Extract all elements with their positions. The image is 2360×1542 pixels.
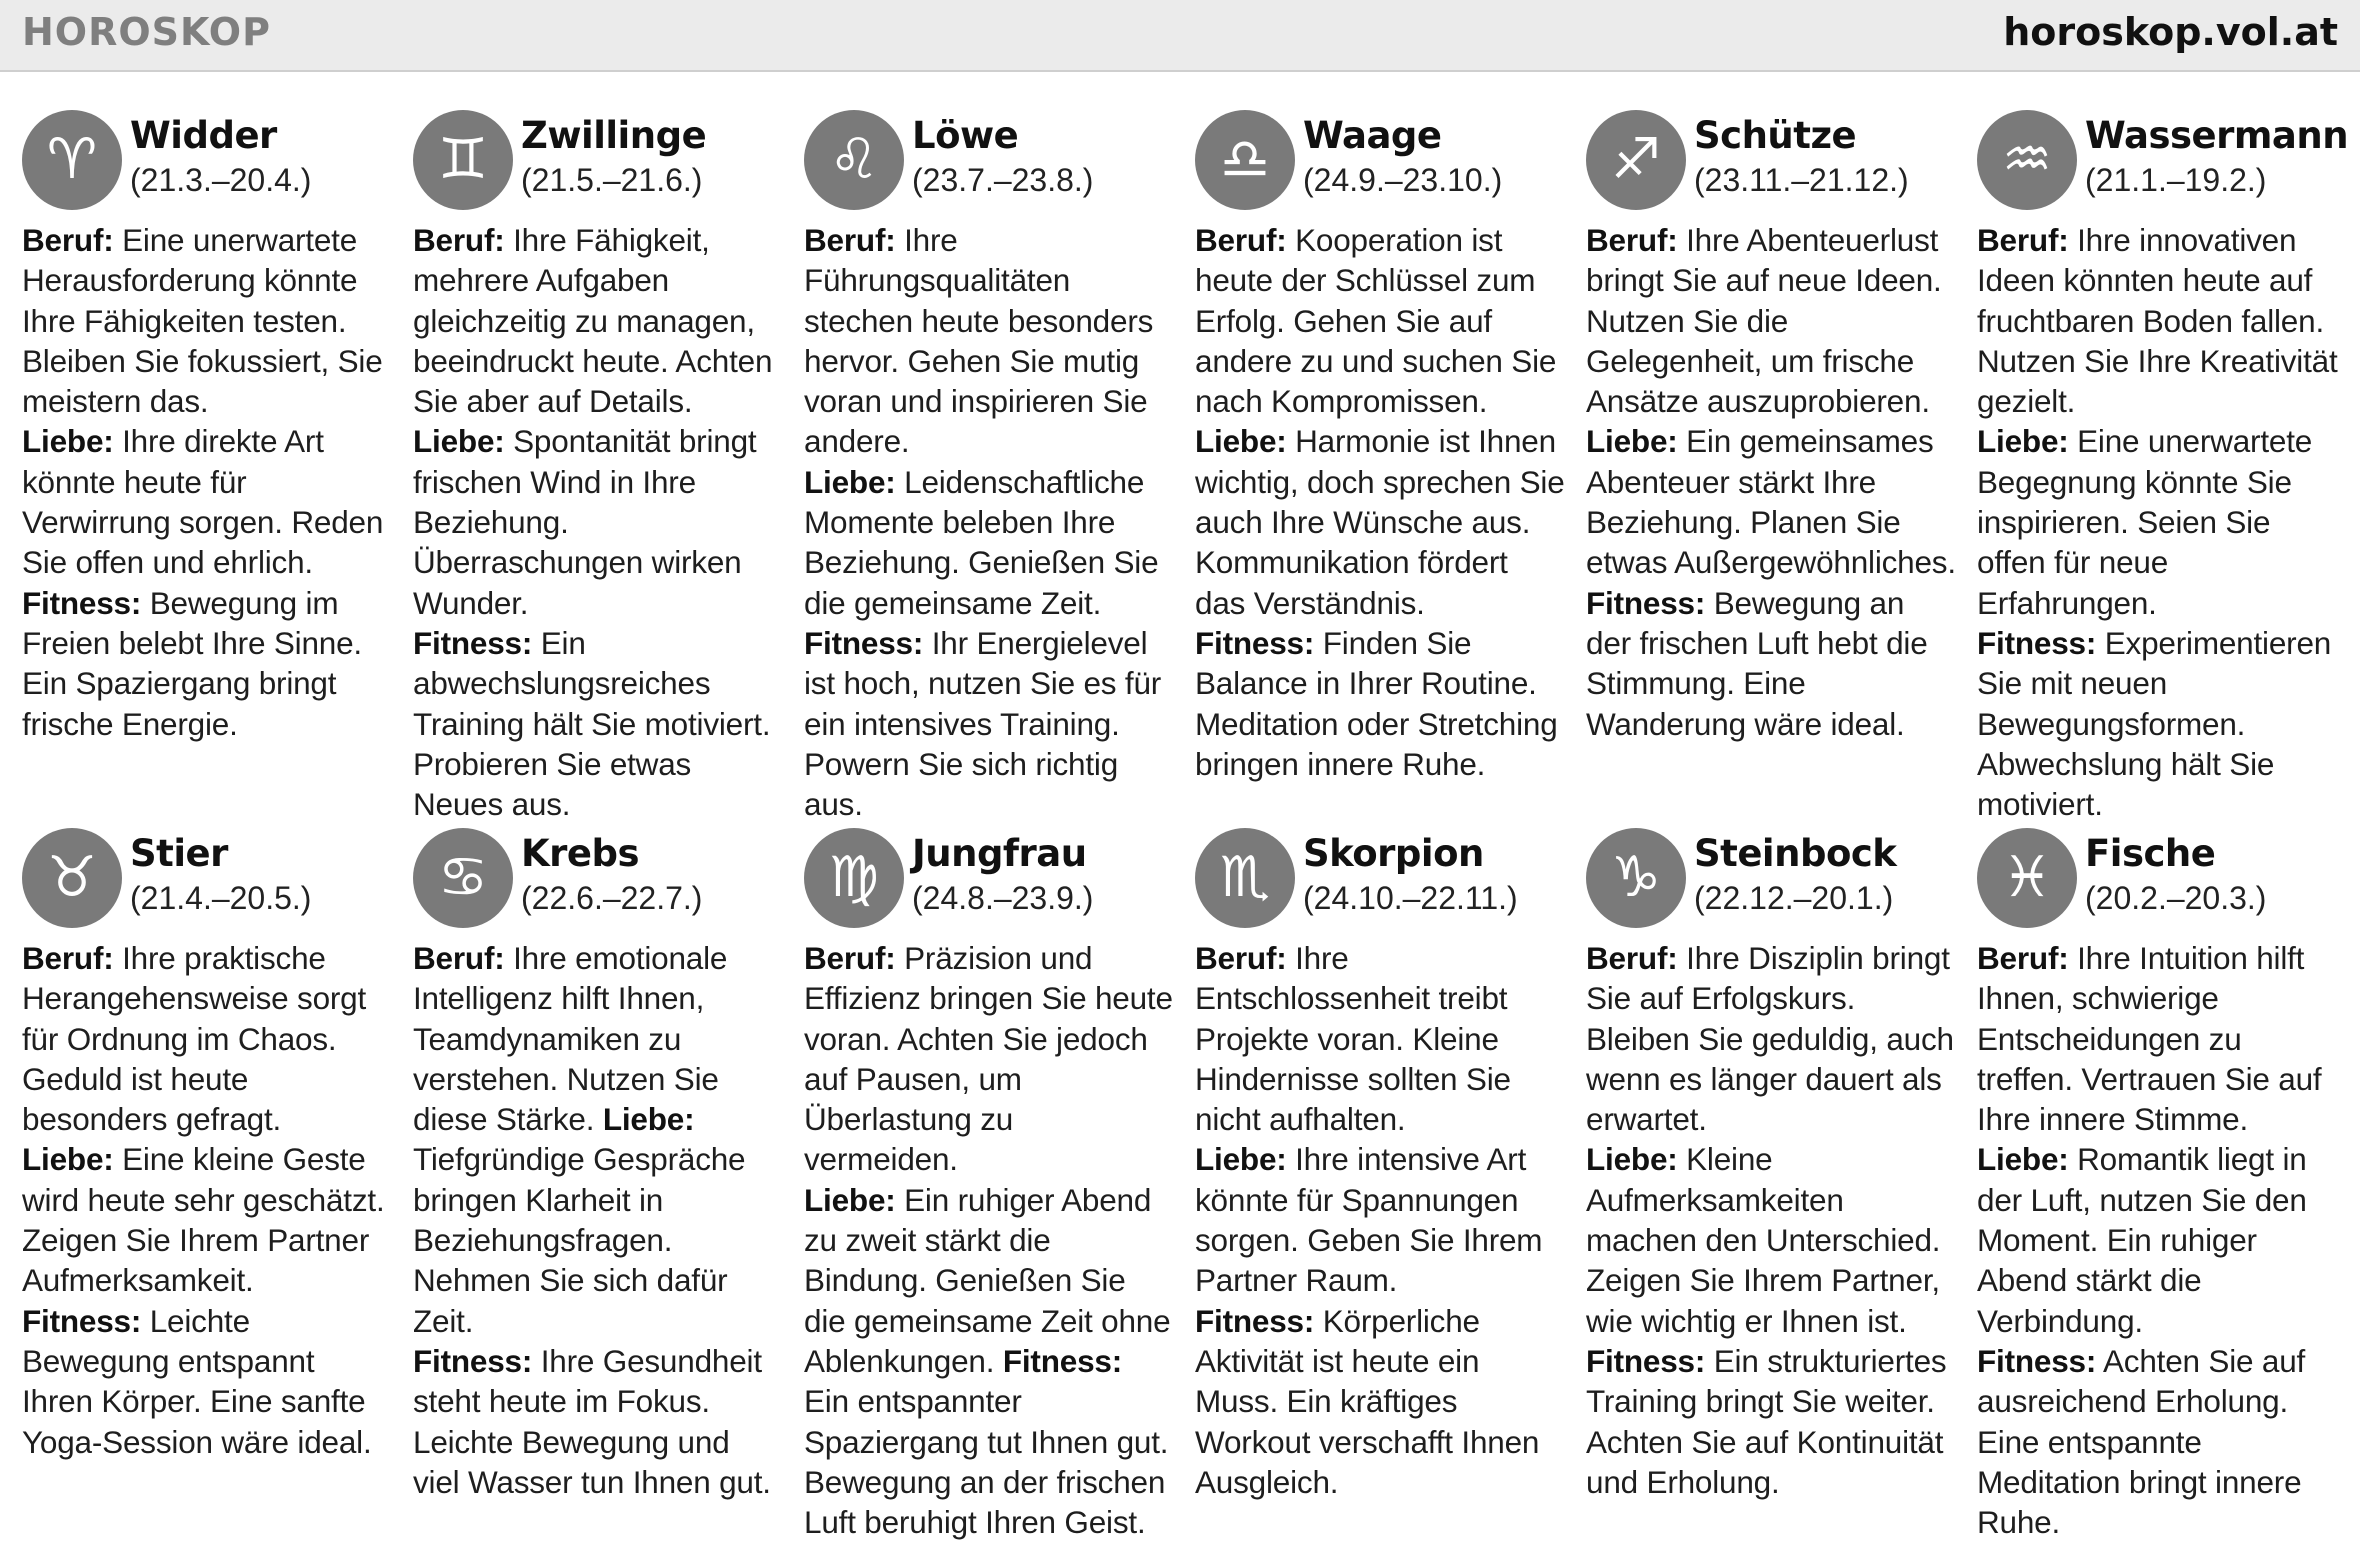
label-fitness: Fitness: — [22, 584, 142, 621]
label-beruf: Beruf: — [804, 940, 896, 976]
text-beruf: Ihre Entschlossenheit treibt Projekte voran. Kleine Hindernisse sollten Sie nicht aufhalten. — [1195, 940, 1511, 1138]
text-fitness: Achten Sie auf ausreichend Erholung. Eine entspannte Meditation bringt innere Ruhe. — [1977, 1342, 2306, 1541]
text-beruf: Ihre Disziplin bringt Sie auf Erfolgskurs. Bleiben Sie geduldig, auch wenn es länger dauert als erwartet. — [1586, 940, 1954, 1138]
text-liebe: Ihre intensive Art könnte für Spannungen sorgen. Geben Sie Ihrem Partner Raum. — [1195, 1141, 1543, 1299]
label-fitness: Fitness: — [22, 1302, 142, 1339]
sign-krebs — [413, 828, 783, 1502]
text-liebe: Eine kleine Geste wird heute sehr geschätzt. Zeigen Sie Ihrem Partner Aufmerksamkeit. — [22, 1141, 385, 1299]
sign-name: Wassermann — [2085, 114, 2349, 157]
text-liebe: Romantik liegt in der Luft, nutzen Sie den Moment. Ein ruhiger Abend stärkt die Verbindung. — [1977, 1141, 2307, 1339]
text-liebe: Ihre direkte Art könnte heute für Verwirrung sorgen. Reden Sie offen und ehrlich. — [22, 423, 384, 581]
label-fitness: Fitness: — [1002, 1342, 1122, 1379]
text-fitness: Leichte Bewegung entspannt Ihren Körper. Eine sanfte Yoga-Session wäre ideal. — [22, 1302, 372, 1460]
label-liebe: Liebe: — [1195, 423, 1287, 460]
sign-name: Fische — [2085, 832, 2216, 875]
label-beruf: Beruf: — [1195, 940, 1287, 976]
label-fitness: Fitness: — [1195, 624, 1315, 661]
sign-dates: (20.2.–20.3.) — [2085, 880, 2267, 916]
horoscope-text — [413, 220, 783, 824]
label-beruf: Beruf: — [413, 940, 505, 976]
text-liebe: Ein ruhiger Abend zu zweit stärkt die Bindung. Genießen Sie die gemeinsame Zeit ohne Ablenkungen. — [804, 1181, 1171, 1379]
text-beruf: Ihre innovativen Ideen könnten heute auf fruchtbaren Boden fallen. Nutzen Sie Ihre Kreativität gezielt. — [1977, 222, 2338, 420]
label-beruf: Beruf: — [1977, 222, 2069, 258]
sign-stier — [22, 828, 392, 1462]
horoscope-text — [22, 938, 392, 1462]
label-liebe: Liebe: — [1586, 1141, 1678, 1178]
sign-name: Löwe — [912, 114, 1019, 157]
label-fitness: Fitness: — [1586, 1342, 1706, 1379]
label-fitness: Fitness: — [804, 624, 924, 661]
label-liebe: Liebe: — [602, 1101, 695, 1138]
label-fitness: Fitness: — [413, 624, 533, 661]
twins-icon: ♊ — [413, 110, 513, 210]
sign-dates: (23.7.–23.8.) — [912, 162, 1094, 198]
section-title: HOROSKOP — [22, 10, 271, 54]
sign-steinbock — [1586, 828, 1956, 1502]
text-liebe: Ein gemeinsames Abenteuer stärkt Ihre Beziehung. Planen Sie etwas Außergewöhnliches. — [1586, 423, 1956, 581]
text-fitness: Bewegung im Freien belebt Ihre Sinne. Ein Spaziergang bringt frische Energie. — [22, 584, 362, 742]
sign-dates: (21.5.–21.6.) — [521, 162, 703, 198]
sign-dates: (22.6.–22.7.) — [521, 880, 703, 916]
label-fitness: Fitness: — [1977, 1342, 2097, 1379]
text-liebe: Spontanität bringt frischen Wind in Ihre Beziehung. Überraschungen wirken Wunder. — [413, 423, 757, 621]
horoscope-text — [413, 938, 783, 1502]
sign-name: Waage — [1303, 114, 1442, 157]
ibex-icon: ♑ — [1586, 828, 1686, 928]
water-bearer-icon: ♒ — [1977, 110, 2077, 210]
sign-skorpion — [1195, 828, 1565, 1502]
sign-name: Schütze — [1694, 114, 1857, 157]
text-fitness: Ein abwechslungsreiches Training hält Sie motiviert. Probieren Sie etwas Neues aus. — [413, 624, 771, 823]
text-fitness: Ein strukturiertes Training bringt Sie weiter. Achten Sie auf Kontinuität und Erholung. — [1586, 1342, 1947, 1500]
label-liebe: Liebe: — [22, 1141, 114, 1178]
label-liebe: Liebe: — [804, 1181, 896, 1218]
sign-dates: (21.3.–20.4.) — [130, 162, 312, 198]
sign-widder — [22, 110, 392, 744]
label-liebe: Liebe: — [1195, 1141, 1287, 1178]
scorpion-icon: ♏ — [1195, 828, 1295, 928]
label-fitness: Fitness: — [1977, 624, 2097, 661]
label-liebe: Liebe: — [804, 463, 896, 500]
text-fitness: Ihre Gesundheit steht heute im Fokus. Leichte Bewegung und viel Wasser tun Ihnen gut. — [413, 1342, 771, 1500]
label-fitness: Fitness: — [1195, 1302, 1315, 1339]
text-liebe: Leidenschaftliche Momente beleben Ihre Beziehung. Genießen Sie die gemeinsame Zeit. — [804, 463, 1159, 621]
lion-icon: ♌ — [804, 110, 904, 210]
sign-dates: (24.8.–23.9.) — [912, 880, 1094, 916]
ram-icon: ♈ — [22, 110, 122, 210]
label-beruf: Beruf: — [1586, 222, 1678, 258]
label-beruf: Beruf: — [804, 222, 896, 258]
label-beruf: Beruf: — [22, 222, 114, 258]
horoscope-text — [1977, 938, 2339, 1542]
sign-wassermann — [1977, 110, 2349, 824]
label-beruf: Beruf: — [22, 940, 114, 976]
sign-name: Stier — [130, 832, 228, 875]
text-beruf: Eine unerwartete Herausforderung könnte Ihre Fähigkeiten testen. Bleiben Sie fokussiert, Sie meistern das. — [22, 222, 383, 420]
label-liebe: Liebe: — [1977, 423, 2069, 460]
horoscope-text — [22, 220, 392, 744]
text-liebe: Kleine Aufmerksamkeiten machen den Unterschied. Zeigen Sie Ihrem Partner, wie wichtig er Ihnen ist. — [1586, 1141, 1941, 1339]
sign-jungfrau — [804, 828, 1174, 1542]
crab-icon: ♋ — [413, 828, 513, 928]
text-fitness: Ein entspannter Spaziergang tut Ihnen gut. Bewegung an der frischen Luft beruhigt Ihren Geist. — [804, 1383, 1169, 1541]
label-liebe: Liebe: — [1977, 1141, 2069, 1178]
sign-dates: (21.4.–20.5.) — [130, 880, 312, 916]
text-beruf: Ihre praktische Herangehensweise sorgt für Ordnung im Chaos. Geduld ist heute besonders gefragt. — [22, 940, 367, 1138]
text-fitness: Bewegung an der frischen Luft hebt die Stimmung. Eine Wanderung wäre ideal. — [1586, 584, 1928, 742]
horoscope-text — [1977, 220, 2339, 824]
sign-name: Widder — [130, 114, 277, 157]
label-beruf: Beruf: — [1977, 940, 2069, 976]
text-beruf: Kooperation ist heute der Schlüssel zum Erfolg. Gehen Sie auf andere zu und suchen Sie nach Kompromissen. — [1195, 222, 1557, 420]
label-fitness: Fitness: — [1586, 584, 1706, 621]
text-fitness: Ihr Energielevel ist hoch, nutzen Sie es für ein intensives Training. Powern Sie sich richtig aus. — [804, 624, 1162, 823]
text-liebe: Harmonie ist Ihnen wichtig, doch sprechen Sie auch Ihre Wünsche aus. Kommunikation fördert das Verständnis. — [1195, 423, 1565, 621]
sign-fische — [1977, 828, 2339, 1542]
bull-icon: ♉ — [22, 828, 122, 928]
sign-name: Steinbock — [1694, 832, 1897, 875]
horoscope-text — [1195, 938, 1565, 1502]
site-link[interactable]: horoskop.vol.at — [2003, 10, 2338, 54]
sign-dates: (24.9.–23.10.) — [1303, 162, 1503, 198]
sign-zwillinge — [413, 110, 783, 824]
header-bar — [0, 0, 2360, 72]
text-beruf: Ihre Abenteuerlust bringt Sie auf neue Ideen. Nutzen Sie die Gelegenheit, um frische Ansätze auszuprobieren. — [1586, 222, 1942, 420]
label-liebe: Liebe: — [413, 423, 505, 460]
scales-icon: ♎ — [1195, 110, 1295, 210]
text-beruf: Ihre emotionale Intelligenz hilft Ihnen, Teamdynamiken zu verstehen. Nutzen Sie diese Stärke. — [413, 940, 728, 1138]
label-liebe: Liebe: — [22, 423, 114, 460]
fish-icon: ♓ — [1977, 828, 2077, 928]
text-fitness: Finden Sie Balance in Ihrer Routine. Meditation oder Stretching bringen innere Ruhe. — [1195, 624, 1558, 782]
horoscope-text — [804, 938, 1174, 1542]
sign-dates: (21.1.–19.2.) — [2085, 162, 2267, 198]
label-liebe: Liebe: — [1586, 423, 1678, 460]
horoscope-text — [1586, 938, 1956, 1502]
label-fitness: Fitness: — [413, 1342, 533, 1379]
horoscope-text — [804, 220, 1174, 824]
text-beruf: Ihre Intuition hilft Ihnen, schwierige Entscheidungen zu treffen. Vertrauen Sie auf Ihre innere Stimme. — [1977, 940, 2322, 1138]
text-fitness: Körperliche Aktivität ist heute ein Muss. Ein kräftiges Workout verschafft Ihnen Ausgleich. — [1195, 1302, 1540, 1500]
sign-dates: (22.12.–20.1.) — [1694, 880, 1894, 916]
label-beruf: Beruf: — [1586, 940, 1678, 976]
label-beruf: Beruf: — [1195, 222, 1287, 258]
sign-loewe — [804, 110, 1174, 824]
text-liebe: Eine unerwartete Begegnung könnte Sie inspirieren. Seien Sie offen für neue Erfahrungen. — [1977, 423, 2313, 621]
label-beruf: Beruf: — [413, 222, 505, 258]
sign-schuetze — [1586, 110, 1956, 744]
sign-name: Skorpion — [1303, 832, 1484, 875]
text-beruf: Ihre Führungsqualitäten stechen heute besonders hervor. Gehen Sie mutig voran und inspirieren Sie andere. — [804, 222, 1154, 460]
horoscope-text — [1586, 220, 1956, 744]
sign-waage — [1195, 110, 1565, 784]
sign-name: Krebs — [521, 832, 640, 875]
virgin-icon: ♍ — [804, 828, 904, 928]
text-liebe: Tiefgründige Gespräche bringen Klarheit in Beziehungsfragen. Nehmen Sie sich dafür Zeit. — [413, 1141, 746, 1339]
sign-dates: (24.10.–22.11.) — [1303, 880, 1518, 916]
archer-icon: ♐ — [1586, 110, 1686, 210]
text-beruf: Präzision und Effizienz bringen Sie heute voran. Achten Sie jedoch auf Pausen, um Überlastung zu vermeiden. — [804, 940, 1173, 1178]
text-fitness: Experimentieren Sie mit neuen Bewegungsformen. Abwechslung hält Sie motiviert. — [1977, 624, 2332, 823]
sign-name: Zwillinge — [521, 114, 707, 157]
text-beruf: Ihre Fähigkeit, mehrere Aufgaben gleichzeitig zu managen, beeindruckt heute. Achten Sie aber auf Details. — [413, 222, 773, 420]
sign-name: Jungfrau — [912, 832, 1087, 875]
horoscope-text — [1195, 220, 1565, 784]
sign-dates: (23.11.–21.12.) — [1694, 162, 1909, 198]
